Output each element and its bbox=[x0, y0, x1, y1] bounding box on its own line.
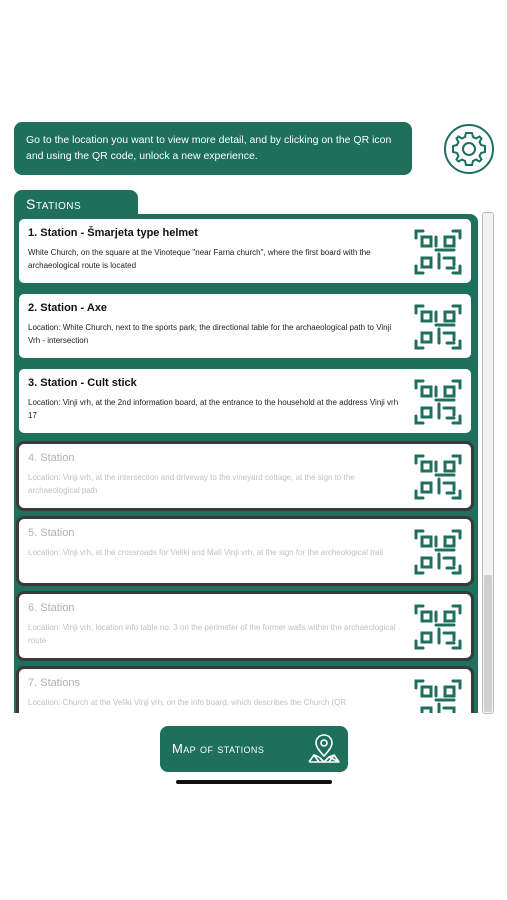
station-title: 3. Station - Cult stick bbox=[28, 377, 137, 389]
station-card[interactable] bbox=[16, 441, 474, 511]
station-description: Location: Vinji vrh, location info table no. 3 on the perimeter of the former walls within the archaeological route bbox=[28, 623, 396, 645]
qr-code-icon[interactable] bbox=[413, 303, 463, 351]
map-of-stations-button[interactable] bbox=[160, 726, 348, 772]
qr-code-icon[interactable] bbox=[413, 678, 463, 713]
station-title: 1. Station - Šmarjeta type helmet bbox=[28, 227, 198, 239]
station-description: Location: Vinji vrh, at the intersection and driveway to the vineyard cottage, at the sign to the archaeological path bbox=[28, 473, 355, 495]
station-title: 2. Station - Axe bbox=[28, 302, 108, 314]
station-card[interactable] bbox=[16, 666, 474, 713]
station-title: 4. Station bbox=[28, 452, 75, 464]
qr-code-icon[interactable] bbox=[413, 453, 463, 501]
station-card[interactable] bbox=[16, 366, 474, 436]
home-indicator bbox=[176, 780, 332, 784]
station-card[interactable] bbox=[16, 291, 474, 361]
info-text: Go to the location you want to view more detail, and by clicking on the QR icon and using the QR code, unlock a new experience. bbox=[26, 134, 392, 162]
map-pin-icon bbox=[306, 731, 342, 767]
station-description: Location: White Church, next to the sports park, the directional table for the archaeological path to Vinji Vrh - intersection bbox=[28, 323, 392, 345]
map-button-label: Map of stations bbox=[172, 741, 265, 756]
scrollbar-thumb[interactable] bbox=[484, 575, 492, 712]
station-title: 5. Station bbox=[28, 527, 75, 539]
station-card[interactable] bbox=[16, 591, 474, 661]
station-description: Location: Vinji vrh, at the crossroads for Veliki and Mali Vinji vrh, at the sign for the archeological trail bbox=[28, 548, 383, 557]
qr-code-icon[interactable] bbox=[413, 603, 463, 651]
station-card[interactable] bbox=[16, 516, 474, 586]
station-title: 7. Stations bbox=[28, 677, 80, 689]
station-description: Location: Vinji vrh, at the 2nd information board, at the entrance to the household at the address Vinji vrh 17 bbox=[28, 398, 399, 420]
qr-code-icon[interactable] bbox=[413, 378, 463, 426]
station-description: Location: Church at the Veliki Vinji vrh, on the info board, which describes the Church (QR bbox=[28, 698, 347, 707]
stations-tab-label: Stations bbox=[26, 196, 82, 212]
station-title: 6. Station bbox=[28, 602, 75, 614]
scrollbar[interactable] bbox=[482, 212, 494, 714]
station-description: White Church, on the square at the Vinoteque "near Farna church", where the first board with the archaeological route is located bbox=[28, 248, 371, 270]
qr-code-icon[interactable] bbox=[413, 528, 463, 576]
qr-code-icon[interactable] bbox=[413, 228, 463, 276]
station-card[interactable] bbox=[16, 216, 474, 286]
